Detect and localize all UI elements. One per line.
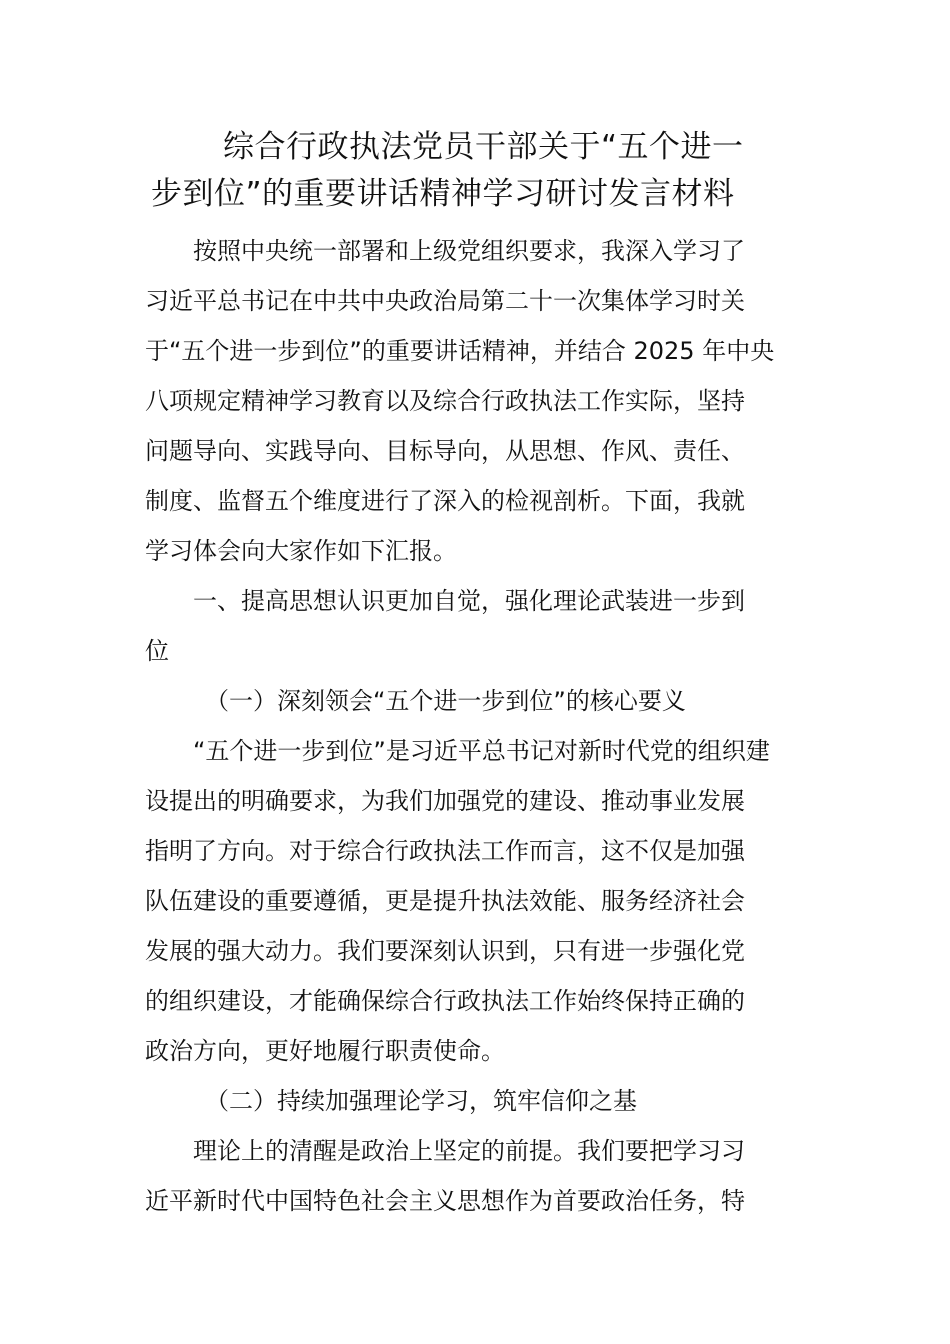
paragraph-line: “五个进一步到位”是习近平总书记对新时代党的组织建 — [193, 737, 770, 765]
section-heading-line: 位 — [145, 637, 169, 665]
subsection-heading: （一）深刻领会“五个进一步到位”的核心要义 — [205, 687, 686, 715]
paragraph-intro-line: 习近平总书记在中共中央政治局第二十一次集体学习时关 — [145, 287, 745, 315]
subsection-heading: （二）持续加强理论学习，筑牢信仰之基 — [205, 1087, 637, 1115]
paragraph-intro-line: 制度、监督五个维度进行了深入的检视剖析。下面，我就 — [145, 487, 745, 515]
paragraph-line: 理论上的清醒是政治上坚定的前提。我们要把学习习 — [193, 1137, 745, 1165]
paragraph-line: 政治方向，更好地履行职责使命。 — [145, 1037, 505, 1065]
paragraph-line: 发展的强大动力。我们要深刻认识到，只有进一步强化党 — [145, 937, 745, 965]
title-line-1: 综合行政执法党员干部关于“五个进一 — [223, 129, 744, 165]
paragraph-intro-line: 于“五个进一步到位”的重要讲话精神，并结合 2025 年中央 — [145, 337, 775, 365]
title-line-2: 步到位”的重要讲话精神学习研讨发言材料 — [151, 176, 735, 212]
paragraph-line: 的组织建设，才能确保综合行政执法工作始终保持正确的 — [145, 987, 745, 1015]
paragraph-line: 近平新时代中国特色社会主义思想作为首要政治任务，特 — [145, 1187, 745, 1215]
document-title — [145, 124, 805, 218]
paragraph-intro-line: 问题导向、实践导向、目标导向，从思想、作风、责任、 — [145, 437, 745, 465]
paragraph-line: 队伍建设的重要遵循，更是提升执法效能、服务经济社会 — [145, 887, 745, 915]
paragraph-line: 设提出的明确要求，为我们加强党的建设、推动事业发展 — [145, 787, 745, 815]
paragraph-intro-line: 学习体会向大家作如下汇报。 — [145, 537, 457, 565]
document-body — [145, 226, 805, 1226]
paragraph-intro-line: 按照中央统一部署和上级党组织要求，我深入学习了 — [193, 237, 745, 265]
section-heading-line: 一、提高思想认识更加自觉，强化理论武装进一步到 — [193, 587, 745, 615]
paragraph-line: 指明了方向。对于综合行政执法工作而言，这不仅是加强 — [145, 837, 745, 865]
paragraph-intro-line: 八项规定精神学习教育以及综合行政执法工作实际，坚持 — [145, 387, 745, 415]
